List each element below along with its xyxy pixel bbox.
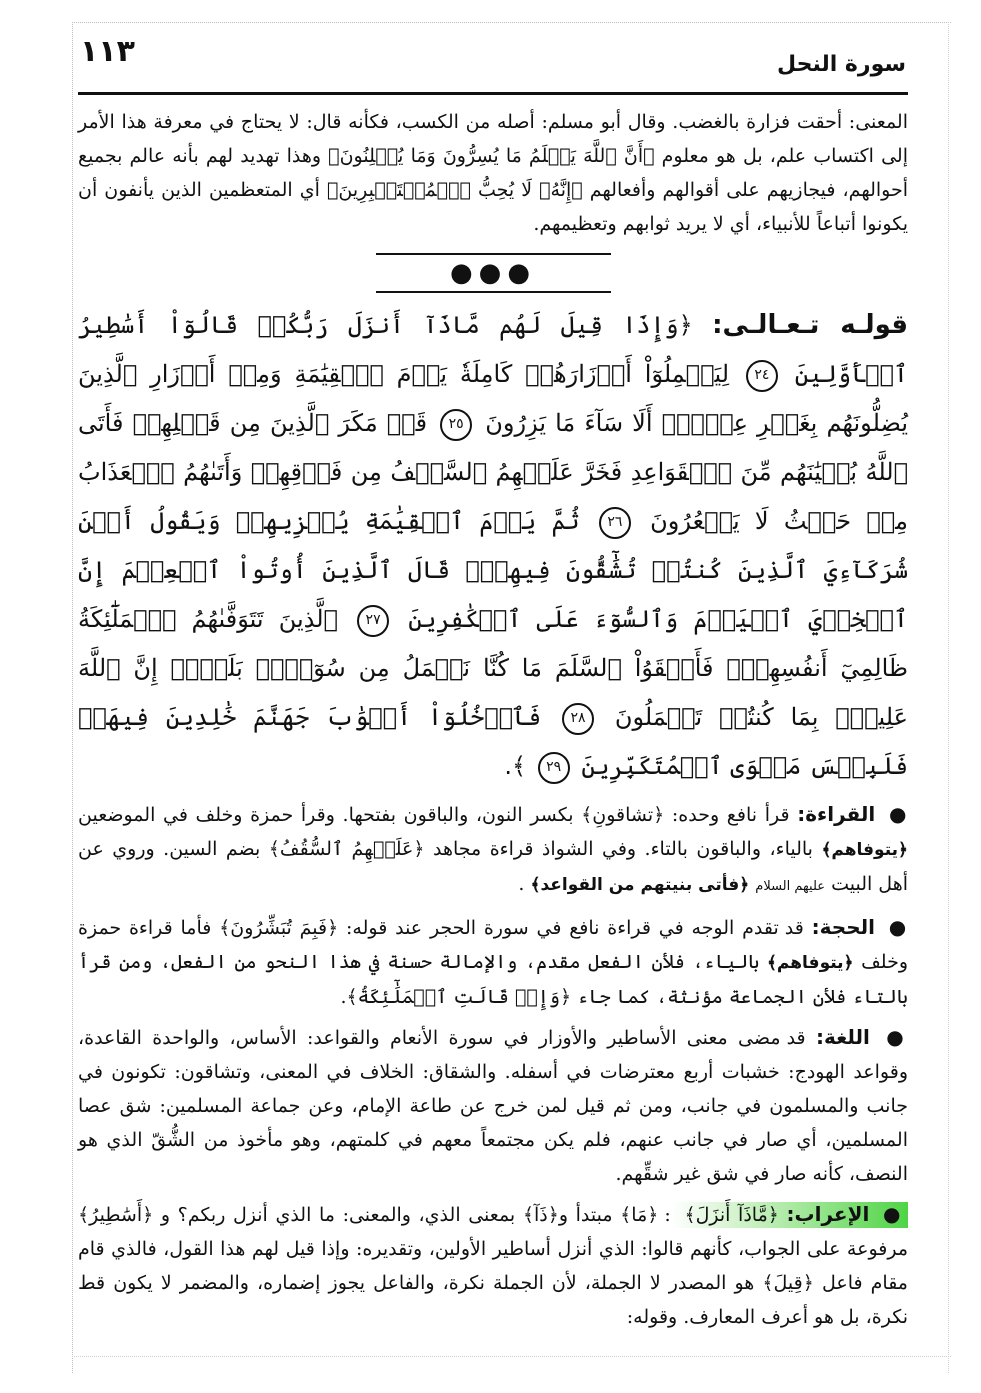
ayah-number-marker: ٢٦ bbox=[599, 507, 631, 539]
quoted-phrase: ﴿فأتى بنيتهم من القواعد﴾ bbox=[530, 875, 750, 895]
quoted-word: ﴿يتوفاهم﴾ bbox=[766, 953, 854, 973]
bullet-icon: ● bbox=[886, 1025, 908, 1049]
page-content bbox=[78, 30, 908, 1334]
section-text: بالياء، فلأن الفعل مقدم، والإمالة حسنة في هذا النحو من الفعل، ومن قرأ بالتاء فلأن الجماعة مؤنثة، كما جاء ﴿وَإِذۡ قَالَتِ ٱلۡمَلَٰٓئِكَةُ﴾. bbox=[78, 951, 908, 1008]
honorific-glyph: عليهم السلام bbox=[755, 879, 826, 894]
verse-text: فَٱدۡخُلُوٓاْ أَبۡوَٰبَ جَهَنَّمَ خَٰلِدِينَ فِيهَاۖ فَلَبِئۡسَ مَثۡوَى ٱلۡمُتَكَبِّرِينَ bbox=[78, 703, 908, 780]
ayah-number-marker: ٢٥ bbox=[440, 409, 472, 441]
bullet-icon: ● bbox=[888, 915, 908, 939]
page-edge-left bbox=[72, 22, 73, 1373]
verse-closing-bracket: ﴾. bbox=[504, 752, 527, 780]
section-text: قد تقدم الوجه في قراءة نافع في سورة الحجر عند قوله: ﴿فَبِمَ تُبَشِّرُونَ﴾ فأما قراءة حمزة وخلف bbox=[78, 917, 909, 973]
verse-text: ﴿وَإِذَا قِيلَ لَهُم مَّاذَآ أَنزَلَ رَبُّكُمۡ قَالُوٓاْ أَسَٰطِيرُ ٱلۡأَوَّلِينَ bbox=[78, 311, 908, 388]
page-header bbox=[78, 30, 908, 95]
verse-text: ثُمَّ يَوۡمَ ٱلۡقِيَٰمَةِ يُخۡزِيهِمۡ وَيَقُولُ أَيۡنَ شُرَكَآءِيَ ٱلَّذِينَ كُنتُمۡ تُشَٰٓقُّونَ فِيهِمۡۚ قَالَ ٱلَّذِينَ أُوتُواْ ٱلۡعِلۡمَ إِنَّ ٱلۡخِزۡيَ ٱلۡيَوۡمَ وَٱلسُّوٓءَ عَلَى ٱلۡكَٰفِرِينَ bbox=[78, 507, 909, 633]
verse-lead: قولـه تـعـالـى: bbox=[712, 310, 908, 340]
section-lugha bbox=[78, 1020, 908, 1191]
quoted-word: ﴿يتوفاهم﴾ bbox=[821, 840, 908, 860]
surah-title: سورة النحل bbox=[776, 52, 906, 77]
section-text: بالياء، والباقون بالتاء. وفي الشواذ قراءة مجاهد ﴿عَلَيۡهِمُ ٱلسُّقُفُ﴾ بضم السين. وروي عن أهل البيت bbox=[78, 838, 908, 895]
section-label-irab: الإعراب: bbox=[786, 1202, 870, 1226]
page-edge-top bbox=[72, 22, 951, 23]
quran-verses bbox=[78, 301, 908, 791]
section-label-qiraa: القراءة: bbox=[797, 802, 876, 826]
ayah-number-marker: ٢٨ bbox=[562, 703, 594, 735]
section-divider bbox=[376, 253, 611, 293]
section-irab bbox=[78, 1197, 908, 1334]
verse-text: لِيَحۡمِلُوٓاْ أَوۡزَارَهُمۡ كَامِلَةٗ يَوۡمَ ٱلۡقِيَٰمَةِ وَمِنۡ أَوۡزَارِ ٱلَّذِينَ يُضِلُّونَهُم بِغَيۡرِ عِلۡمٍۗ أَلَا سَآءَ مَا يَزِرُونَ bbox=[78, 360, 909, 437]
bullet-icon: ● bbox=[882, 1202, 902, 1226]
section-label-lugha: اللغة: bbox=[815, 1025, 870, 1049]
divider-dots: ●●● bbox=[449, 258, 537, 288]
verse-text: ٱلَّذِينَ تَتَوَفَّىٰهُمُ ٱلۡمَلَٰٓئِكَةُ ظَالِمِيٓ أَنفُسِهِمۡۖ فَأَلۡقَوُاْ ٱلسَّلَمَ مَا كُنَّا نَعۡمَلُ مِن سُوٓءِۭۚ بَلَىٰٓۚ إِنَّ ٱللَّهَ عَلِيمُۢ بِمَا كُنتُمۡ تَعۡمَلُونَ bbox=[78, 605, 908, 731]
verse-text: قَدۡ مَكَرَ ٱلَّذِينَ مِن قَبۡلِهِمۡ فَأَتَى ٱللَّهُ بُنۡيَٰنَهُم مِّنَ ٱلۡقَوَاعِدِ فَخَرَّ عَلَيۡهِمُ ٱلسَّقۡفُ مِن فَوۡقِهِمۡ وَأَتَىٰهُمُ ٱلۡعَذَابُ مِنۡ حَيۡثُ لَا يَشۡعُرُونَ bbox=[78, 409, 908, 535]
divider-rule-bottom bbox=[376, 291, 611, 293]
section-text: قرأ نافع وحده: ﴿تشاقونِ﴾ بكسر النون، والباقون بفتحها. وقرأ حمزة وخلف في الموضعين bbox=[78, 804, 790, 826]
quoted-phrase: ﴿مَّاذَآ أَنزَلَ﴾ bbox=[684, 1204, 779, 1226]
page-number: ١١٣ bbox=[80, 34, 135, 69]
ayah-number-marker: ٢٤ bbox=[746, 360, 778, 392]
section-qiraa bbox=[78, 797, 908, 904]
section-text: : ﴿مَا﴾ مبتدأ و﴿ذَآ﴾ بمعنى الذي، والمعنى: ما الذي أنزل ربكم؟ و ﴿أَسَٰطِيرُ﴾ مرفوعة على الجواب، كأنهم قالوا: الذي أنزل أساطير الأولين، وتقديره: وإذا قيل لهم هذا القول، فالذي قام مقام فاعل ﴿قِيلَ﴾ هو المصدر لا الجملة، لأن الجملة نكرة، والفاعل يجوز إضماره، والمضمر لا يكون قط نكرة، بل هو أعرف المعارف. وقوله: bbox=[78, 1204, 908, 1328]
bullet-icon: ● bbox=[888, 802, 908, 826]
page-edge-right bbox=[948, 22, 949, 1373]
page-edge-bottom bbox=[72, 1356, 951, 1357]
intro-paragraph: المعنى: أحقت فزارة بالغضب. وقال أبو مسلم: أصله من الكسب، فكأنه قال: لا يحتاج في معرفة هذا الأمر إلى اكتساب علم، بل هو معلوم ﴿أَنَّ ٱللَّهَ يَعۡلَمُ مَا يُسِرُّونَ وَمَا يُعۡلِنُونَ﴾ وهذا تهديد لهم بأنه عالم بجميع أحوالهم، فيجازيهم على أقوالهم وأفعالهم ﴿إِنَّهُۥ لَا يُحِبُّ ٱلۡمُسۡتَكۡبِرِينَ﴾ أي المتعظمين الذين يأنفون أن يكونوا أتباعاً للأنبياء، أي لا يريد ثوابهم وتعظيمهم. bbox=[78, 111, 908, 235]
section-text: قد مضى معنى الأساطير والأوزار في سورة الأنعام والقواعد: الأساس، والواحدة القاعدة، وقواعد الهودج: خشبات أربع معترضات في أسفله. والشقاق: الخلاف في المعنى، وتشاقون: تكونون في جانب والمسلمون في جانب، ومن ثم قيل لمن خرج عن طاعة الإمام، وعن جماعة المسلمين: شق عصا المسلمين، أي صار في جانب عنهم، فلم يكن مجتمعاً معهم في كلمتهم، وهو مأخوذ من الشُّقّ الذي هو النصف، كأنه صار في شق غير شقِّهم. bbox=[78, 1027, 908, 1185]
section-text-end: . bbox=[518, 873, 525, 895]
highlighted-heading bbox=[671, 1202, 908, 1228]
section-label-hujja: الحجة: bbox=[811, 915, 875, 939]
section-hujja bbox=[78, 910, 908, 1014]
ayah-number-marker: ٢٩ bbox=[538, 752, 570, 784]
ayah-number-marker: ٢٧ bbox=[357, 605, 389, 637]
